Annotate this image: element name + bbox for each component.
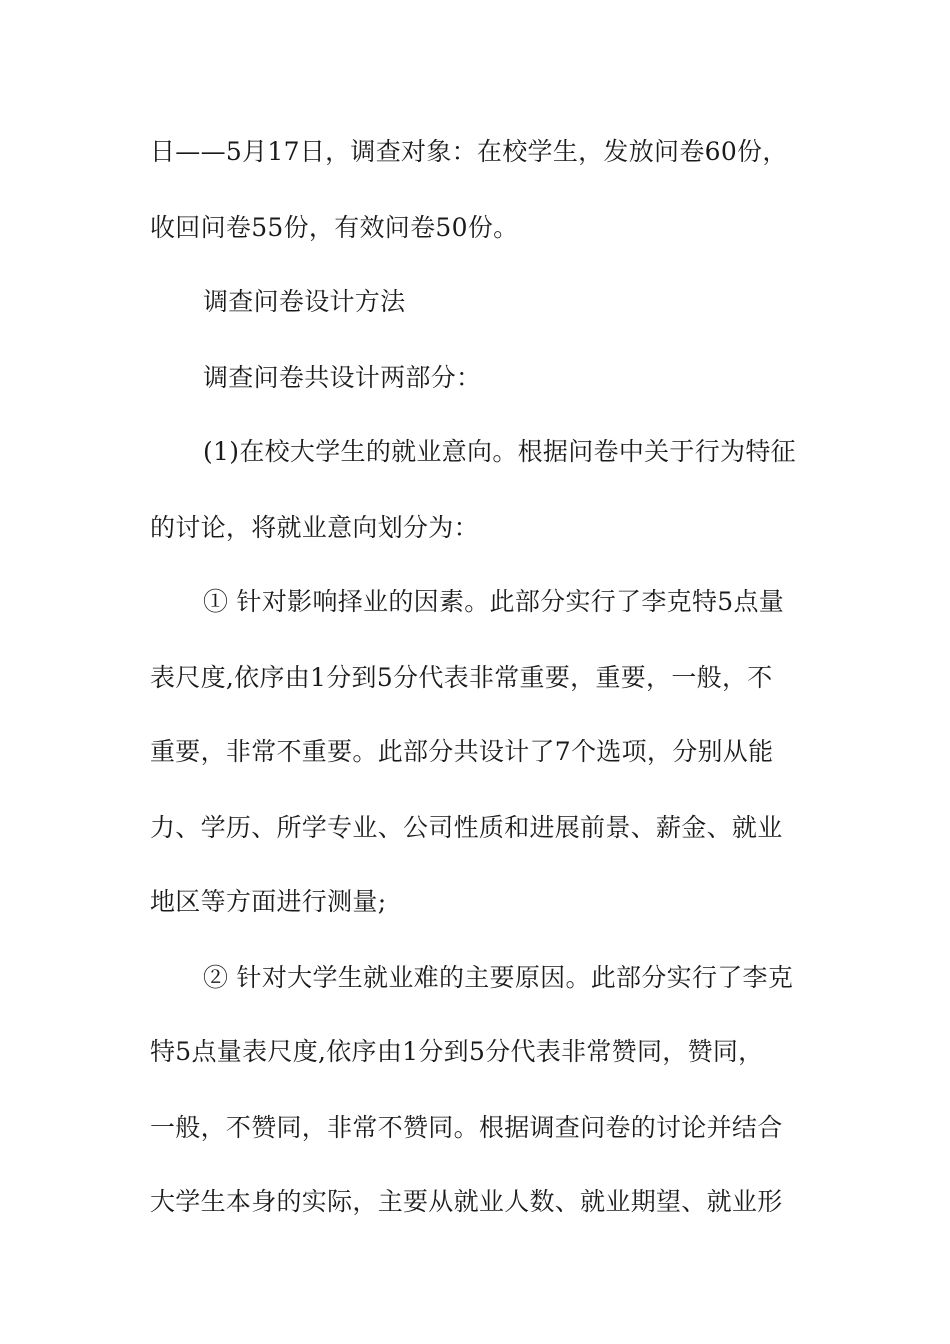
text-line: 收回问卷55份，有效问卷50份。	[150, 213, 519, 242]
text-line: 重要，非常不重要。此部分共设计了7个选项，分别从能	[150, 737, 774, 766]
text-line: 一般，不赞同，非常不赞同。根据调查问卷的讨论并结合	[150, 1113, 783, 1142]
text-line: 日——5月17日，调查对象：在校学生，发放问卷60份，	[150, 137, 788, 166]
text-line: 调查问卷共设计两部分：	[203, 363, 482, 392]
text-line: 特5点量表尺度,依序由1分到5分代表非常赞同，赞同，	[150, 1037, 764, 1066]
text-line: 大学生本身的实际，主要从就业人数、就业期望、就业形	[150, 1187, 783, 1216]
text-line: ① 针对影响择业的因素。此部分实行了李克特5点量	[203, 587, 785, 616]
text-line: (1)在校大学生的就业意向。根据问卷中关于行为特征	[203, 437, 796, 466]
text-line: 的讨论，将就业意向划分为：	[150, 513, 479, 542]
text-line: 表尺度,依序由1分到5分代表非常重要，重要，一般，不	[150, 663, 773, 692]
text-line: 力、学历、所学专业、公司性质和进展前景、薪金、就业	[150, 813, 783, 842]
text-line: 地区等方面进行测量;	[150, 887, 387, 916]
section-heading: 调查问卷设计方法	[203, 287, 406, 316]
text-line: ② 针对大学生就业难的主要原因。此部分实行了李克	[203, 963, 794, 992]
